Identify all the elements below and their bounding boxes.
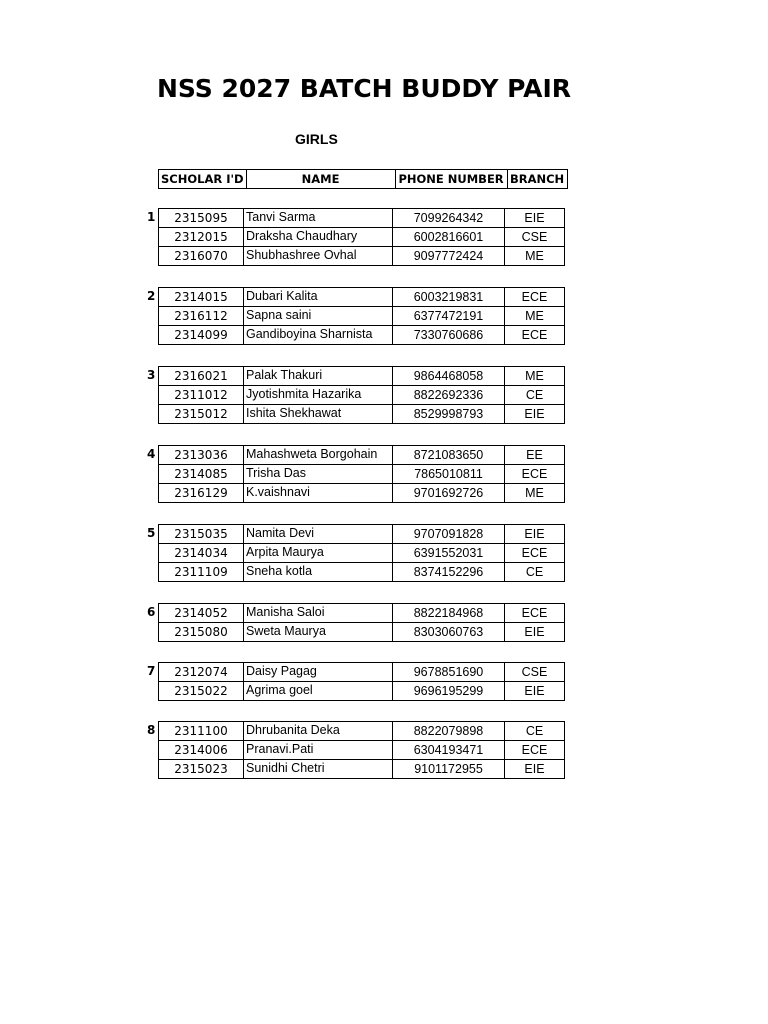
table-row <box>159 446 565 465</box>
header-branch: BRANCH <box>507 170 567 189</box>
branch-cell: ECE <box>505 288 565 307</box>
name-cell: Sapna saini <box>244 307 393 326</box>
scholar-id-cell: 2311012 <box>159 386 244 405</box>
name-cell: Dubari Kalita <box>244 288 393 307</box>
name-cell: Ishita Shekhawat <box>244 405 393 424</box>
scholar-id-cell: 2313036 <box>159 446 244 465</box>
phone-number-cell: 8822692336 <box>393 386 505 405</box>
name-cell: Pranavi.Pati <box>244 741 393 760</box>
header-name: NAME <box>246 170 395 189</box>
scholar-id-cell: 2316070 <box>159 247 244 266</box>
scholar-id-cell: 2314034 <box>159 544 244 563</box>
branch-cell: EIE <box>505 623 565 642</box>
scholar-id-cell: 2314052 <box>159 604 244 623</box>
table-row <box>159 623 565 642</box>
phone-number-cell: 8721083650 <box>393 446 505 465</box>
phone-number-cell: 6003219831 <box>393 288 505 307</box>
name-cell: Tanvi Sarma <box>244 209 393 228</box>
scholar-id-cell: 2314099 <box>159 326 244 345</box>
scholar-id-cell: 2314006 <box>159 741 244 760</box>
table-row <box>159 228 565 247</box>
branch-cell: ME <box>505 484 565 503</box>
table-row <box>159 307 565 326</box>
phone-number-cell: 6377472191 <box>393 307 505 326</box>
group-table <box>158 366 565 424</box>
branch-cell: EIE <box>505 209 565 228</box>
branch-cell: ECE <box>505 465 565 484</box>
branch-cell: ECE <box>505 326 565 345</box>
phone-number-cell: 8529998793 <box>393 405 505 424</box>
branch-cell: ME <box>505 367 565 386</box>
scholar-id-cell: 2315035 <box>159 525 244 544</box>
scholar-id-cell: 2315095 <box>159 209 244 228</box>
table-row <box>159 544 565 563</box>
phone-number-cell: 8374152296 <box>393 563 505 582</box>
group-number: 7 <box>147 664 156 678</box>
phone-number-cell: 9097772424 <box>393 247 505 266</box>
name-cell: Daisy Pagag <box>244 663 393 682</box>
group-table <box>158 603 565 642</box>
table-row <box>159 760 565 779</box>
group-table <box>158 662 565 701</box>
branch-cell: ECE <box>505 544 565 563</box>
scholar-id-cell: 2311109 <box>159 563 244 582</box>
branch-cell: CSE <box>505 663 565 682</box>
scholar-id-cell: 2311100 <box>159 722 244 741</box>
table-row <box>159 604 565 623</box>
group-table <box>158 524 565 582</box>
branch-cell: EIE <box>505 525 565 544</box>
group-table <box>158 287 565 345</box>
name-cell: Manisha Saloi <box>244 604 393 623</box>
name-cell: Jyotishmita Hazarika <box>244 386 393 405</box>
phone-number-cell: 7099264342 <box>393 209 505 228</box>
scholar-id-cell: 2316021 <box>159 367 244 386</box>
table-row <box>159 722 565 741</box>
header-scholar-id: SCHOLAR I'D <box>159 170 247 189</box>
table-row <box>159 663 565 682</box>
table-row <box>159 386 565 405</box>
table-row <box>159 465 565 484</box>
table-row <box>159 405 565 424</box>
phone-number-cell: 7330760686 <box>393 326 505 345</box>
table-row <box>159 563 565 582</box>
branch-cell: ME <box>505 247 565 266</box>
name-cell: Gandiboyina Sharnista <box>244 326 393 345</box>
section-subtitle: GIRLS <box>295 131 338 147</box>
branch-cell: ECE <box>505 604 565 623</box>
scholar-id-cell: 2315080 <box>159 623 244 642</box>
branch-cell: EIE <box>505 760 565 779</box>
phone-number-cell: 8822079898 <box>393 722 505 741</box>
table-row <box>159 247 565 266</box>
name-cell: Sunidhi Chetri <box>244 760 393 779</box>
phone-number-cell: 9864468058 <box>393 367 505 386</box>
phone-number-cell: 7865010811 <box>393 465 505 484</box>
phone-number-cell: 6391552031 <box>393 544 505 563</box>
branch-cell: CE <box>505 722 565 741</box>
branch-cell: CE <box>505 563 565 582</box>
header-table <box>158 169 568 189</box>
scholar-id-cell: 2312015 <box>159 228 244 247</box>
scholar-id-cell: 2315022 <box>159 682 244 701</box>
name-cell: Sweta Maurya <box>244 623 393 642</box>
scholar-id-cell: 2312074 <box>159 663 244 682</box>
branch-cell: ECE <box>505 741 565 760</box>
phone-number-cell: 9101172955 <box>393 760 505 779</box>
name-cell: Sneha kotla <box>244 563 393 582</box>
name-cell: Draksha Chaudhary <box>244 228 393 247</box>
table-row <box>159 682 565 701</box>
phone-number-cell: 6304193471 <box>393 741 505 760</box>
table-row <box>159 741 565 760</box>
group-number: 4 <box>147 447 156 461</box>
table-row <box>159 209 565 228</box>
group-number: 2 <box>147 289 156 303</box>
scholar-id-cell: 2314015 <box>159 288 244 307</box>
name-cell: Trisha Das <box>244 465 393 484</box>
table-row <box>159 288 565 307</box>
phone-number-cell: 8822184968 <box>393 604 505 623</box>
group-table <box>158 445 565 503</box>
name-cell: Mahashweta Borgohain <box>244 446 393 465</box>
group-number: 1 <box>147 210 156 224</box>
branch-cell: EIE <box>505 405 565 424</box>
group-number: 5 <box>147 526 156 540</box>
branch-cell: EE <box>505 446 565 465</box>
phone-number-cell: 9678851690 <box>393 663 505 682</box>
table-row <box>159 525 565 544</box>
table-row <box>159 326 565 345</box>
name-cell: Shubhashree Ovhal <box>244 247 393 266</box>
name-cell: Agrima goel <box>244 682 393 701</box>
phone-number-cell: 8303060763 <box>393 623 505 642</box>
page-title: NSS 2027 BATCH BUDDY PAIR <box>157 74 572 103</box>
table-row <box>159 484 565 503</box>
group-table <box>158 208 565 266</box>
header-phone-number: PHONE NUMBER <box>395 170 507 189</box>
scholar-id-cell: 2314085 <box>159 465 244 484</box>
table-row <box>159 367 565 386</box>
name-cell: K.vaishnavi <box>244 484 393 503</box>
branch-cell: CE <box>505 386 565 405</box>
phone-number-cell: 6002816601 <box>393 228 505 247</box>
name-cell: Arpita Maurya <box>244 544 393 563</box>
group-number: 3 <box>147 368 156 382</box>
phone-number-cell: 9696195299 <box>393 682 505 701</box>
group-number: 6 <box>147 605 156 619</box>
group-table <box>158 721 565 779</box>
branch-cell: EIE <box>505 682 565 701</box>
group-number: 8 <box>147 723 156 737</box>
scholar-id-cell: 2316112 <box>159 307 244 326</box>
branch-cell: CSE <box>505 228 565 247</box>
header-row <box>159 170 568 189</box>
name-cell: Palak Thakuri <box>244 367 393 386</box>
phone-number-cell: 9707091828 <box>393 525 505 544</box>
scholar-id-cell: 2315012 <box>159 405 244 424</box>
phone-number-cell: 9701692726 <box>393 484 505 503</box>
name-cell: Dhrubanita Deka <box>244 722 393 741</box>
name-cell: Namita Devi <box>244 525 393 544</box>
scholar-id-cell: 2315023 <box>159 760 244 779</box>
branch-cell: ME <box>505 307 565 326</box>
scholar-id-cell: 2316129 <box>159 484 244 503</box>
